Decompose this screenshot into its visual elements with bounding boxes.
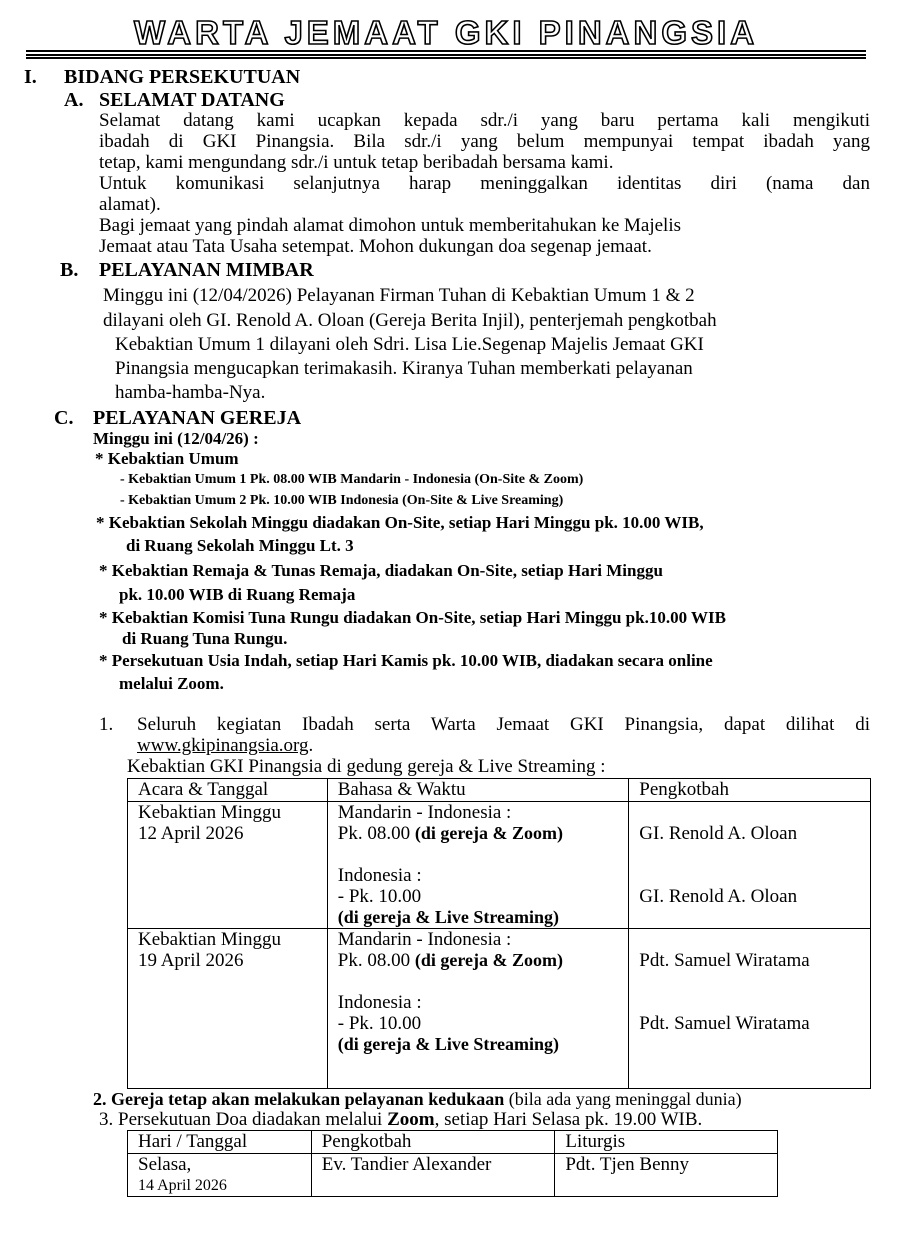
table-header-row [128, 779, 871, 802]
subsection-c-number: C. [54, 407, 74, 429]
minggu-ini-label: Minggu ini (12/04/26) : [93, 429, 259, 448]
table-header: Bahasa & Waktu [327, 779, 629, 802]
time: - Pk. 10.00 [337, 1013, 422, 1034]
table-header: Acara & Tanggal [128, 779, 328, 802]
acara-cell [128, 802, 328, 929]
welcome-line: Jemaat atau Tata Usaha setempat. Mohon dukungan doa segenap jemaat. [99, 236, 652, 257]
time: Pk. 08.00 [337, 950, 415, 971]
kebaktian-umum-item: - Kebaktian Umum 1 Pk. 08.00 WIB Mandarin - Indonesia (On-Site & Zoom) [120, 472, 584, 487]
item-2-bold: 2. Gereja tetap akan melakukan pelayanan kedukaan [93, 1089, 505, 1109]
acara-cell [128, 929, 328, 1089]
liturgis-cell: Pdt. Tjen Benny [555, 1154, 778, 1197]
subsection-b-number: B. [60, 259, 79, 281]
welcome-line: Untuk komunikasi selanjutnya harap meninggalkan identitas diri (nama dan [99, 173, 870, 194]
item-2-rest: (bila ada yang meninggal dunia) [504, 1089, 742, 1109]
website-period: . [308, 735, 314, 756]
pengkotbah-cell: Ev. Tandier Alexander [311, 1154, 555, 1197]
title-divider [26, 50, 866, 56]
subsection-b-title: PELAYANAN MIMBAR [99, 259, 314, 281]
mimbar-line: dilayani oleh GI. Renold A. Oloan (Gereja Berita Injil), penterjemah pengkotbah [103, 310, 717, 331]
preacher: Pdt. Samuel Wiratama [639, 1013, 810, 1034]
page-title: WARTA JEMAAT GKI PINANGSIA [133, 14, 759, 51]
language: Indonesia : [337, 992, 422, 1013]
activity-bullet-cont: di Ruang Sekolah Minggu Lt. 3 [126, 536, 354, 555]
schedule-table [127, 778, 871, 1089]
item-3-zoom: Zoom [387, 1109, 435, 1130]
bahasa-cell [327, 929, 629, 1089]
bahasa-cell [327, 802, 629, 929]
preacher: GI. Renold A. Oloan [639, 886, 798, 907]
table-row [128, 929, 871, 1089]
welcome-line: alamat). [99, 194, 161, 215]
item-3-a: 3. Persekutuan Doa diadakan melalui [99, 1109, 388, 1130]
acara-name: Kebaktian Minggu [138, 802, 282, 823]
table-caption: Kebaktian GKI Pinangsia di gedung gereja & Live Streaming : [127, 756, 606, 777]
preacher: Pdt. Samuel Wiratama [639, 950, 810, 971]
table-header: Pengkotbah [311, 1131, 555, 1154]
activity-bullet: * Persekutuan Usia Indah, setiap Hari Kamis pk. 10.00 WIB, diadakan secara online [99, 651, 713, 670]
activity-bullet-cont: di Ruang Tuna Rungu. [122, 629, 288, 648]
title-divider-lower [26, 57, 866, 61]
acara-date: 19 April 2026 [138, 950, 244, 971]
time-line [338, 950, 619, 971]
item-1-number: 1. [99, 714, 114, 735]
activity-bullet: * Kebaktian Remaja & Tunas Remaja, diadakan On-Site, setiap Hari Minggu [99, 561, 663, 580]
welcome-line: Selamat datang kami ucapkan kepada sdr./i yang baru pertama kali mengikuti [99, 110, 870, 131]
pengkotbah-cell [629, 929, 871, 1089]
acara-name: Kebaktian Minggu [138, 929, 282, 950]
table-header-row [128, 1131, 778, 1154]
date: 14 April 2026 [138, 1177, 227, 1194]
subsection-c-title: PELAYANAN GEREJA [93, 407, 302, 429]
kebaktian-umum-item: - Kebaktian Umum 2 Pk. 10.00 WIB Indonesia (On-Site & Live Sreaming) [120, 493, 564, 508]
welcome-line: Bagi jemaat yang pindah alamat dimohon untuk memberitahukan ke Majelis [99, 215, 681, 236]
language: Indonesia : [337, 865, 422, 886]
venue: (di gereja & Zoom) [414, 823, 563, 843]
table-header: Liturgis [555, 1131, 778, 1154]
subsection-a-number: A. [64, 89, 84, 111]
section-title: BIDANG PERSEKUTUAN [64, 66, 301, 88]
table-header: Pengkotbah [629, 779, 871, 802]
website-link[interactable]: www.gkipinangsia.org [137, 735, 309, 756]
prayer-table [127, 1130, 778, 1197]
activity-bullet: * Kebaktian Sekolah Minggu diadakan On-Site, setiap Hari Minggu pk. 10.00 WIB, [96, 513, 704, 532]
venue: (di gereja & Live Streaming) [337, 907, 560, 927]
mimbar-line: Pinangsia mengucapkan terimakasih. Kiranya Tuhan memberkati pelayanan [115, 358, 693, 379]
language: Mandarin - Indonesia : [337, 802, 512, 823]
language: Mandarin - Indonesia : [337, 929, 512, 950]
venue: (di gereja & Live Streaming) [337, 1034, 560, 1054]
time: Pk. 08.00 [337, 823, 415, 844]
item-3-b: , setiap Hari Selasa pk. 19.00 WIB. [434, 1109, 703, 1130]
mimbar-line: hamba-hamba-Nya. [115, 382, 266, 403]
table-row [128, 1154, 778, 1197]
kebaktian-umum-heading: * Kebaktian Umum [95, 449, 239, 468]
mimbar-line: Kebaktian Umum 1 dilayani oleh Sdri. Lisa Lie.Segenap Majelis Jemaat GKI [115, 334, 704, 355]
welcome-line: ibadah di GKI Pinangsia. Bila sdr./i yang belum mempunyai tempat ibadah yang [99, 131, 870, 152]
subsection-a-title: SELAMAT DATANG [99, 89, 285, 111]
hari-cell [128, 1154, 312, 1197]
day: Selasa, [138, 1154, 192, 1175]
acara-date: 12 April 2026 [138, 823, 244, 844]
time: - Pk. 10.00 [337, 886, 422, 907]
item-1-text: Seluruh kegiatan Ibadah serta Warta Jemaat GKI Pinangsia, dapat dilihat di [137, 714, 870, 735]
table-header: Hari / Tanggal [128, 1131, 312, 1154]
item-2 [93, 1089, 742, 1110]
activity-bullet-cont: melalui Zoom. [119, 674, 224, 693]
section-number: I. [24, 66, 37, 88]
item-3 [99, 1109, 702, 1131]
website-line [137, 735, 313, 757]
welcome-line: tetap, kami mengundang sdr./i untuk tetap beribadah bersama kami. [99, 152, 614, 173]
venue: (di gereja & Zoom) [414, 950, 563, 970]
mimbar-line: Minggu ini (12/04/2026) Pelayanan Firman Tuhan di Kebaktian Umum 1 & 2 [103, 285, 695, 306]
table-row [128, 802, 871, 929]
activity-bullet-cont: pk. 10.00 WIB di Ruang Remaja [119, 585, 356, 604]
pengkotbah-cell [629, 802, 871, 929]
activity-bullet: * Kebaktian Komisi Tuna Rungu diadakan On-Site, setiap Hari Minggu pk.10.00 WIB [99, 608, 726, 627]
time-line [338, 823, 619, 844]
preacher: GI. Renold A. Oloan [639, 823, 798, 844]
